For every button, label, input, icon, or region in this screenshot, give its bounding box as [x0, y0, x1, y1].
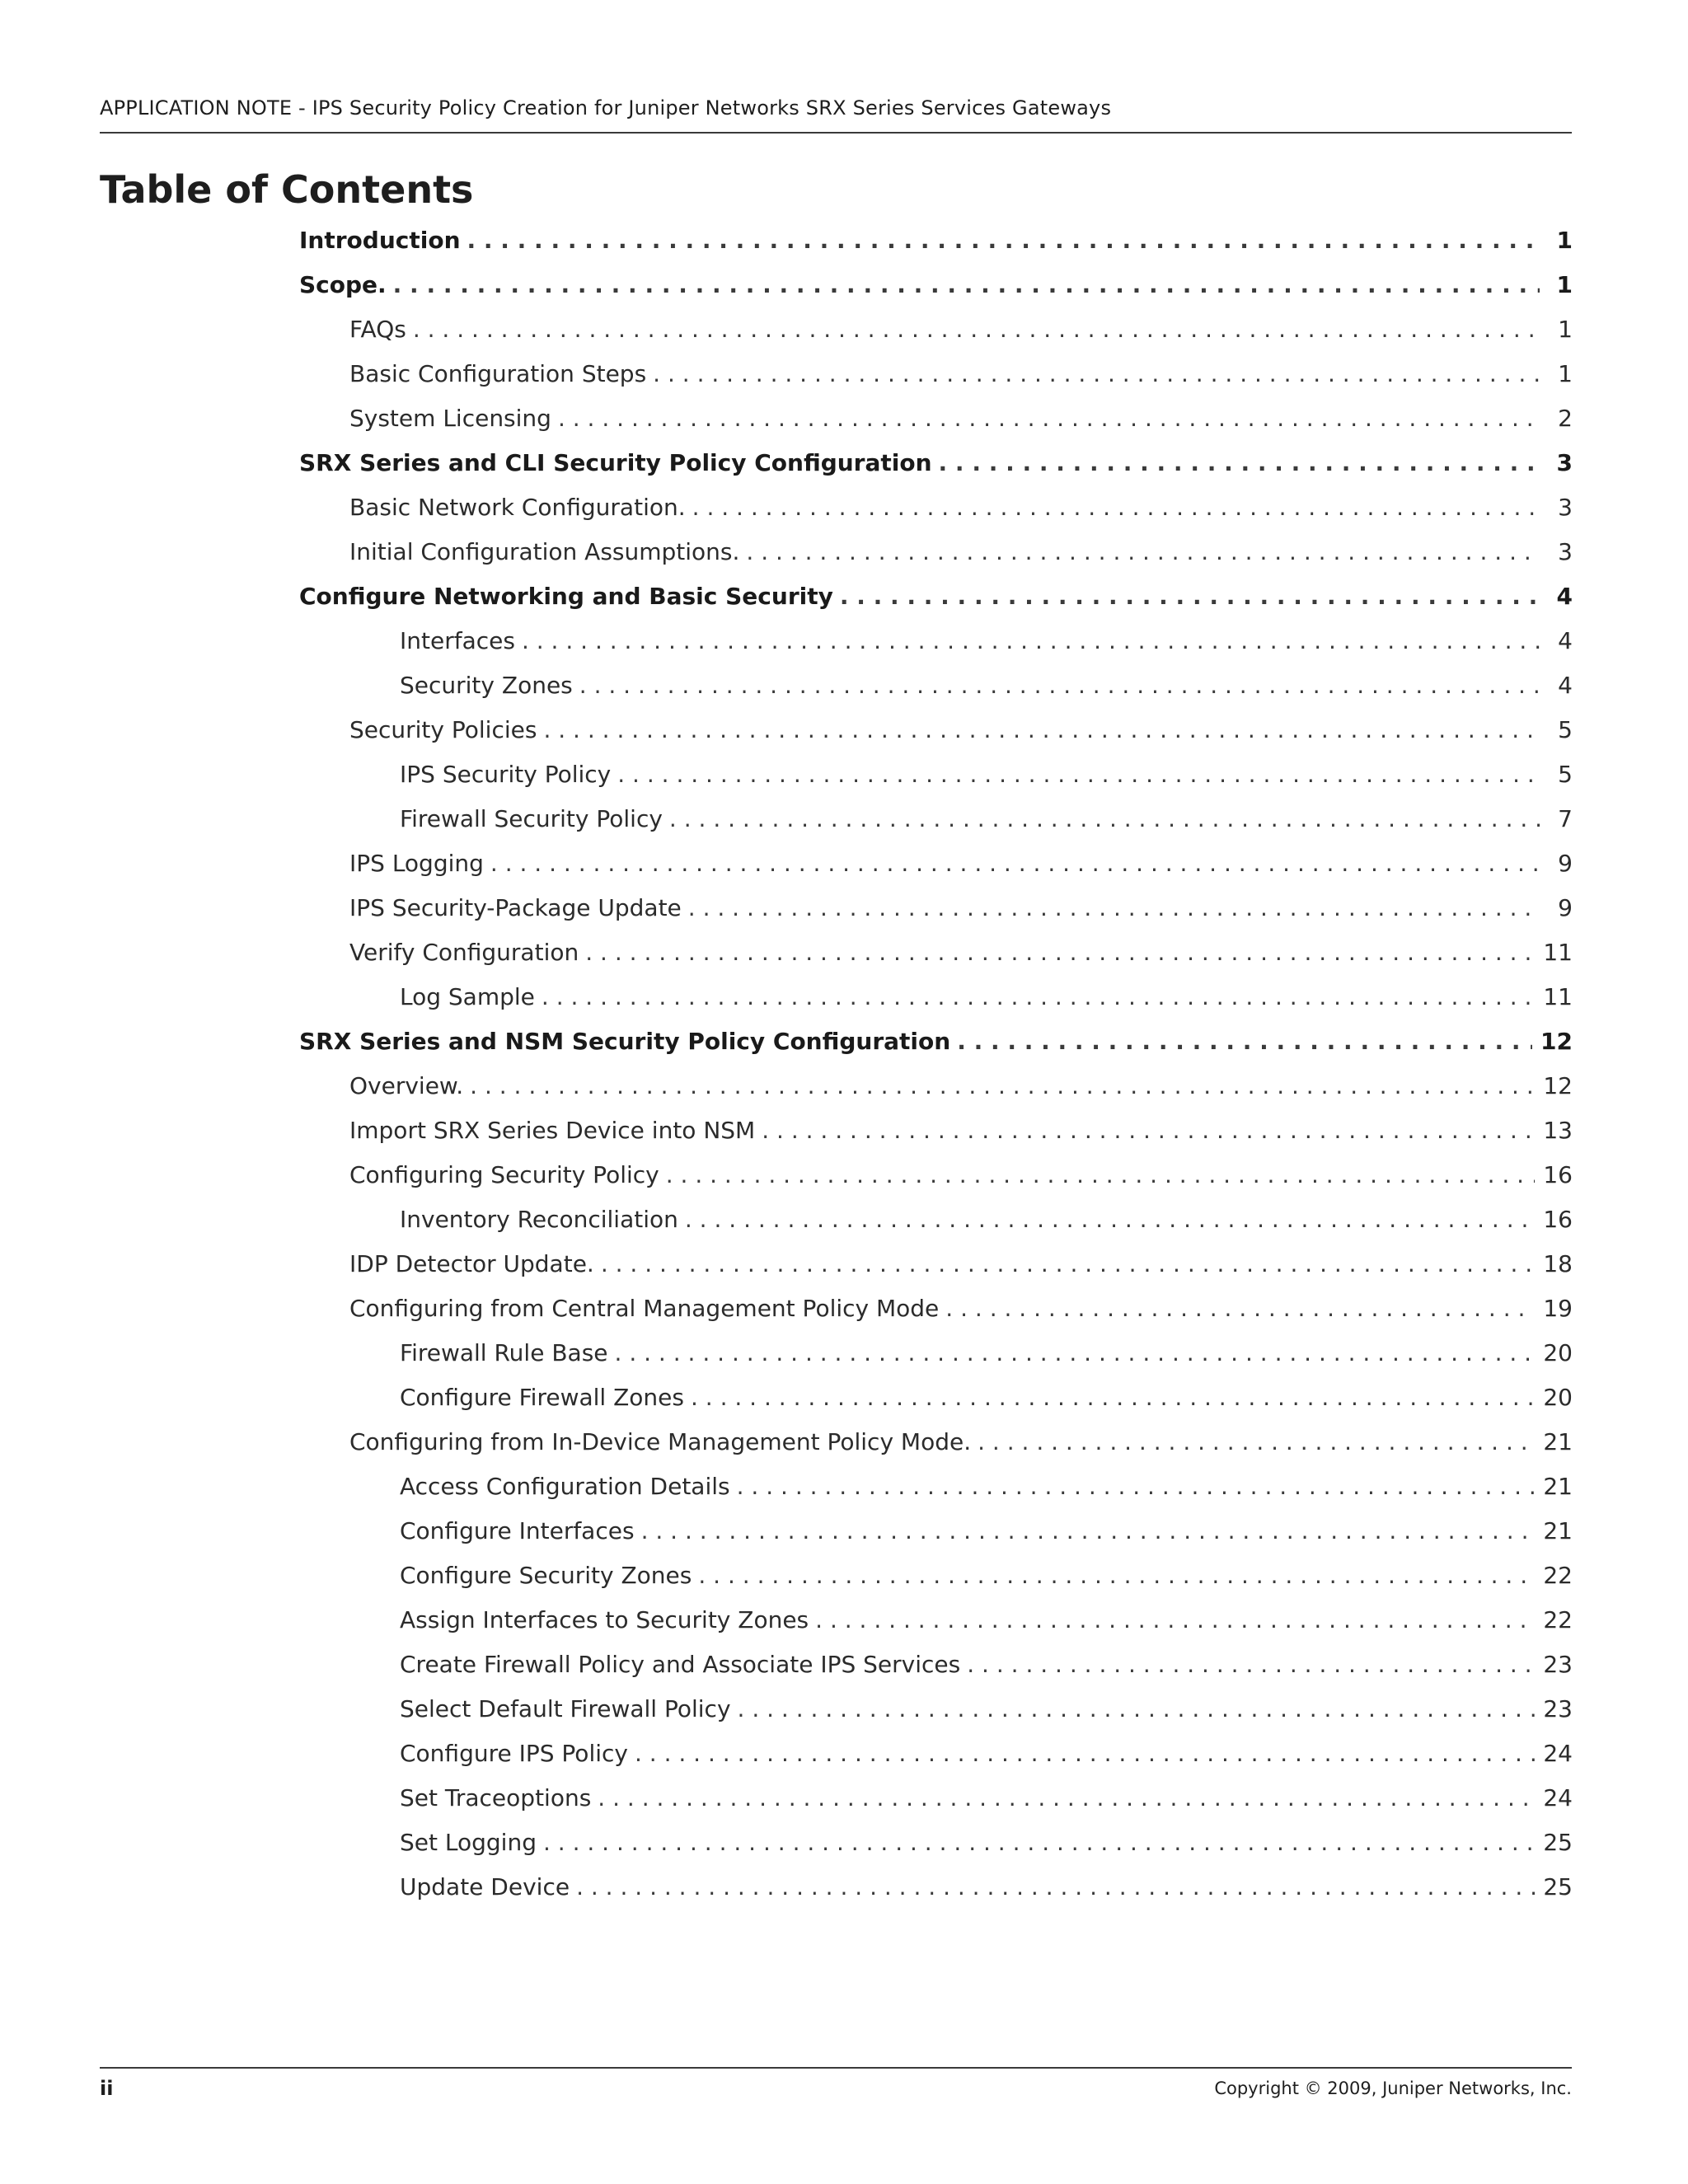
toc-entry-label: IPS Security-Package Update [349, 893, 682, 921]
toc-entry-page: 20 [1543, 1338, 1573, 1366]
dot-leader [522, 627, 1540, 654]
toc-entry-label: Access Configuration Details [400, 1472, 730, 1500]
toc-entry-label: Inventory Reconciliation [400, 1205, 678, 1233]
dot-leader [978, 1428, 1535, 1455]
dot-leader [585, 939, 1535, 966]
toc-entry-label: System Licensing [349, 404, 551, 432]
toc-entry-page: 21 [1543, 1427, 1573, 1455]
dot-leader [746, 538, 1540, 565]
toc-entry-page: 2 [1558, 404, 1573, 432]
page-number: ii [100, 2077, 114, 2100]
toc-entry[interactable] [0, 752, 1688, 796]
toc-entry-label: IPS Security Policy [400, 760, 612, 788]
toc-entry-page: 4 [1558, 671, 1573, 699]
dot-leader [542, 983, 1535, 1010]
toc-entry-label: Configure Security Zones [400, 1561, 692, 1589]
toc-entry[interactable] [0, 396, 1688, 440]
dot-leader [467, 227, 1540, 254]
toc-entry[interactable] [0, 1686, 1688, 1731]
toc-entry-label: Log Sample [400, 982, 535, 1010]
toc-entry-label: Configuring Security Policy [349, 1160, 659, 1188]
toc-entry[interactable] [0, 1197, 1688, 1241]
toc-entry-label: Create Firewall Policy and Associate IPS Services [400, 1650, 961, 1678]
toc-entry[interactable] [0, 1775, 1688, 1820]
toc-entry[interactable] [0, 974, 1688, 1019]
dot-leader [840, 583, 1540, 610]
toc-entry-page: 24 [1543, 1739, 1573, 1767]
toc-entry-label: Scope. [299, 270, 387, 298]
toc-entry-page: 25 [1543, 1872, 1573, 1900]
toc-entry-page: 5 [1558, 760, 1573, 788]
toc-entry-page: 20 [1543, 1383, 1573, 1411]
toc-entry[interactable] [0, 796, 1688, 841]
toc-entry-label: SRX Series and CLI Security Policy Configuration [299, 448, 932, 476]
toc-entry-label: Configuring from Central Management Policy Mode [349, 1294, 940, 1322]
toc-entry-label: Security Policies [349, 715, 537, 743]
toc-entry-page: 1 [1556, 270, 1573, 298]
toc-entry-page: 4 [1556, 582, 1573, 610]
toc-entry-page: 23 [1543, 1650, 1573, 1678]
toc-entry-page: 12 [1543, 1071, 1573, 1099]
toc-entry-label: Set Logging [400, 1828, 537, 1856]
toc-entry-page: 24 [1543, 1783, 1573, 1811]
dot-leader [635, 1740, 1535, 1767]
toc-entry-page: 9 [1558, 849, 1573, 877]
toc-entry-page: 25 [1543, 1828, 1573, 1856]
dot-leader [641, 1517, 1536, 1544]
toc-entry-label: Initial Configuration Assumptions. [349, 537, 740, 565]
header-rule [100, 132, 1572, 134]
dot-leader [691, 1384, 1535, 1411]
toc-entry-page: 4 [1558, 626, 1573, 654]
dot-leader [738, 1695, 1536, 1722]
toc-entry[interactable] [0, 218, 1688, 262]
toc-entry[interactable] [0, 1597, 1688, 1642]
dot-leader [576, 1873, 1535, 1900]
toc-entry[interactable] [0, 1152, 1688, 1197]
dot-leader [543, 1829, 1535, 1856]
toc-entry-page: 16 [1543, 1205, 1573, 1233]
toc-entry-label: Assign Interfaces to Security Zones [400, 1605, 809, 1633]
toc-entry-page: 11 [1543, 982, 1573, 1010]
toc-entry[interactable] [0, 663, 1688, 707]
toc-entry-page: 3 [1558, 537, 1573, 565]
copyright-notice: Copyright © 2009, Juniper Networks, Inc. [1214, 2079, 1572, 2098]
toc-entry[interactable] [0, 574, 1688, 618]
toc-entry[interactable] [0, 1864, 1688, 1909]
dot-leader [579, 672, 1540, 699]
toc-entry-label: Firewall Rule Base [400, 1338, 608, 1366]
footer-rule [100, 2067, 1572, 2069]
table-of-contents [0, 218, 1688, 1909]
dot-leader [598, 1784, 1535, 1811]
dot-leader [558, 405, 1540, 432]
toc-entry[interactable] [0, 351, 1688, 396]
toc-entry[interactable] [0, 262, 1688, 307]
toc-entry-label: Basic Configuration Steps [349, 359, 647, 387]
dot-leader [762, 1117, 1535, 1144]
page-title: Table of Contents [100, 167, 474, 212]
toc-entry-page: 7 [1558, 804, 1573, 832]
toc-entry[interactable] [0, 1108, 1688, 1152]
toc-entry[interactable] [0, 1286, 1688, 1330]
toc-entry-page: 1 [1558, 359, 1573, 387]
toc-entry[interactable] [0, 1241, 1688, 1286]
toc-entry[interactable] [0, 1553, 1688, 1597]
toc-entry-page: 11 [1543, 938, 1573, 966]
toc-entry[interactable] [0, 1019, 1688, 1063]
toc-entry[interactable] [0, 1464, 1688, 1508]
dot-leader [669, 805, 1540, 832]
dot-leader [939, 449, 1540, 476]
toc-entry[interactable] [0, 529, 1688, 574]
toc-entry-label: FAQs [349, 315, 406, 343]
dot-leader [685, 1206, 1536, 1233]
dot-leader [688, 894, 1540, 921]
toc-entry-label: Firewall Security Policy [400, 804, 663, 832]
toc-entry-label: Configure Networking and Basic Security [299, 582, 833, 610]
dot-leader [601, 1250, 1536, 1277]
toc-entry[interactable] [0, 307, 1688, 351]
dot-leader [470, 1072, 1535, 1099]
toc-entry-page: 5 [1558, 715, 1573, 743]
toc-entry[interactable] [0, 440, 1688, 485]
toc-entry-page: 16 [1543, 1160, 1573, 1188]
dot-leader [617, 761, 1540, 788]
toc-entry-page: 3 [1558, 493, 1573, 521]
toc-entry-label: Configure Firewall Zones [400, 1383, 684, 1411]
toc-entry[interactable] [0, 841, 1688, 885]
toc-entry-label: SRX Series and NSM Security Policy Configuration [299, 1027, 951, 1055]
toc-entry-label: Configuring from In-Device Management Policy Mode. [349, 1427, 972, 1455]
toc-entry[interactable] [0, 485, 1688, 529]
toc-entry-label: Basic Network Configuration. [349, 493, 686, 521]
toc-entry[interactable] [0, 1731, 1688, 1775]
toc-entry-label: Introduction [299, 226, 461, 254]
toc-entry[interactable] [0, 707, 1688, 752]
dot-leader [393, 271, 1540, 298]
dot-leader [543, 716, 1540, 743]
toc-entry[interactable] [0, 618, 1688, 663]
toc-entry-page: 21 [1543, 1516, 1573, 1544]
dot-leader [957, 1028, 1532, 1055]
toc-entry-page: 19 [1543, 1294, 1573, 1322]
toc-entry[interactable] [0, 1508, 1688, 1553]
toc-entry-page: 21 [1543, 1472, 1573, 1500]
toc-entry-page: 23 [1543, 1694, 1573, 1722]
toc-entry-label: Select Default Firewall Policy [400, 1694, 731, 1722]
toc-entry-page: 22 [1543, 1605, 1573, 1633]
toc-entry[interactable] [0, 930, 1688, 974]
toc-entry-label: Update Device [400, 1872, 570, 1900]
toc-entry-page: 9 [1558, 893, 1573, 921]
toc-entry-label: Set Traceoptions [400, 1783, 592, 1811]
toc-entry-page: 12 [1540, 1027, 1573, 1055]
toc-entry-page: 13 [1543, 1116, 1573, 1144]
toc-entry-label: Configure IPS Policy [400, 1739, 628, 1767]
toc-entry[interactable] [0, 1375, 1688, 1419]
toc-entry-label: Configure Interfaces [400, 1516, 635, 1544]
toc-entry-label: IPS Logging [349, 849, 484, 877]
toc-entry[interactable] [0, 1642, 1688, 1686]
toc-entry-page: 18 [1543, 1249, 1573, 1277]
toc-entry-page: 1 [1558, 315, 1573, 343]
dot-leader [615, 1339, 1536, 1366]
toc-entry-page: 3 [1556, 448, 1573, 476]
dot-leader [413, 316, 1540, 343]
running-header: APPLICATION NOTE - IPS Security Policy Creation for Juniper Networks SRX Series Services Gateways [100, 96, 1112, 120]
toc-entry-label: Verify Configuration [349, 938, 579, 966]
dot-leader [945, 1295, 1535, 1322]
toc-entry[interactable] [0, 1419, 1688, 1464]
dot-leader [692, 494, 1540, 521]
dot-leader [698, 1562, 1535, 1589]
toc-entry[interactable] [0, 1330, 1688, 1375]
toc-entry-label: Overview. [349, 1071, 464, 1099]
toc-entry-label: Security Zones [400, 671, 573, 699]
dot-leader [737, 1473, 1536, 1500]
dot-leader [967, 1651, 1535, 1678]
toc-entry-label: Interfaces [400, 626, 515, 654]
dot-leader [666, 1161, 1536, 1188]
toc-entry-page: 1 [1556, 226, 1573, 254]
toc-entry[interactable] [0, 885, 1688, 930]
toc-entry-label: Import SRX Series Device into NSM [349, 1116, 756, 1144]
dot-leader [490, 850, 1540, 877]
dot-leader [815, 1606, 1535, 1633]
toc-entry[interactable] [0, 1820, 1688, 1864]
dot-leader [653, 360, 1540, 387]
toc-entry-label: IDP Detector Update. [349, 1249, 594, 1277]
toc-entry-page: 22 [1543, 1561, 1573, 1589]
toc-entry[interactable] [0, 1063, 1688, 1108]
